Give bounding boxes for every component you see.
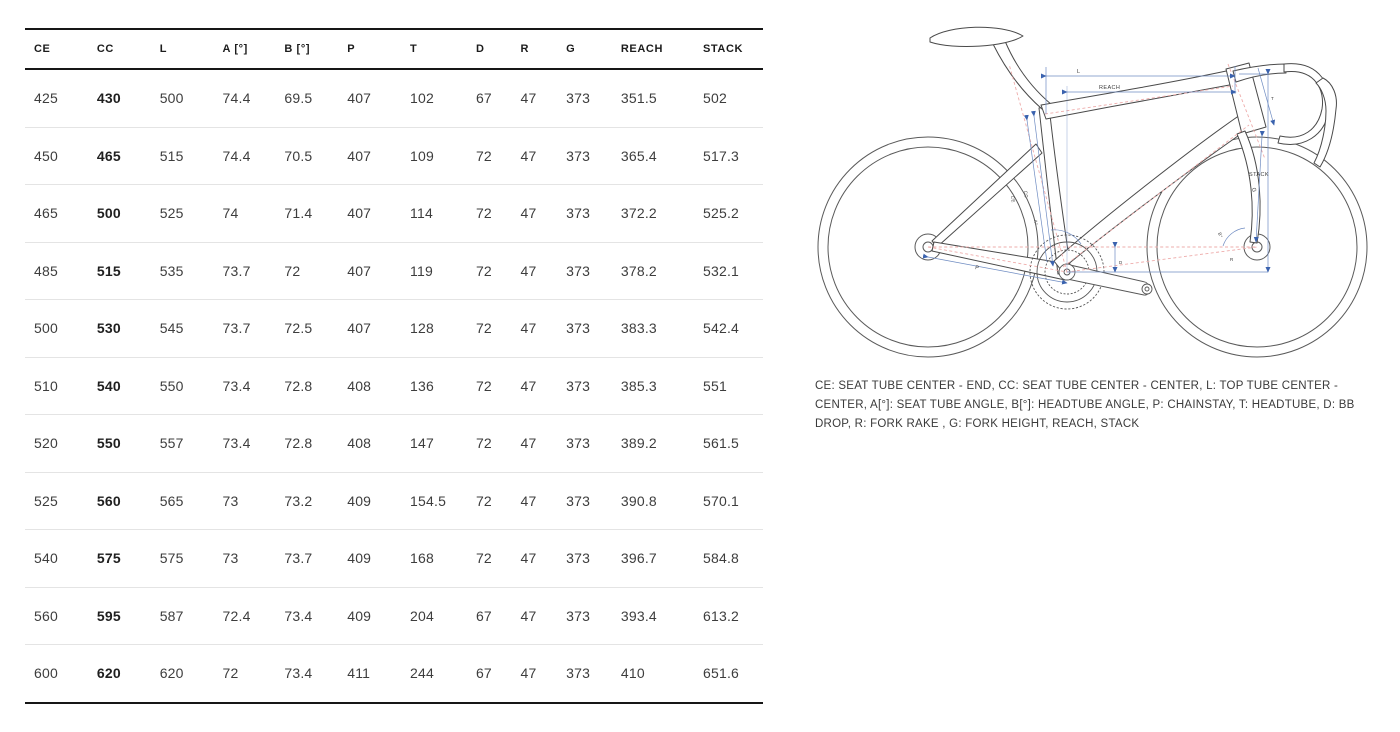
table-cell: 565 [151,472,214,530]
column-header: STACK [694,29,763,69]
top-tube [1041,70,1235,119]
label-d: D [1119,260,1123,265]
table-cell: 244 [410,665,435,682]
seatpost [993,41,1052,109]
table-cell: 74.4 [214,127,276,185]
table-row [25,185,763,243]
table-cell: 372.2 [612,185,694,243]
table-row [25,357,763,415]
table-cell: 561.5 [694,415,763,473]
saddle [930,27,1023,46]
column-header: L [151,29,214,69]
table-cell: 47 [512,242,558,300]
label-cc: CC [1023,190,1029,199]
table-cell: 47 [512,185,558,243]
label-p: P [974,265,980,272]
table-cell: 69.5 [275,69,338,127]
seat-tube [1039,106,1071,274]
table-cell: 373 [566,665,591,682]
table-cell: 373 [557,69,612,127]
table-cell: 408 [338,415,401,473]
table-row [25,69,763,127]
table-cell: 465 [88,127,151,185]
table-cell: 515 [88,242,151,300]
label-l: L [1077,69,1081,75]
table-cell: 525.2 [694,185,763,243]
column-header: T [401,29,467,69]
table-cell: 530 [88,300,151,358]
table-cell: 390.8 [612,472,694,530]
table-row [25,127,763,185]
column-header: G [557,29,612,69]
table-cell: 72.8 [275,415,338,473]
table-cell: 500 [88,185,151,243]
table-cell: 373 [557,587,612,645]
table-cell: 409 [338,530,401,588]
table-row [25,415,763,473]
table-cell: 74.4 [214,69,276,127]
table-cell: 373 [557,127,612,185]
table-cell: 47 [512,587,558,645]
table-cell: 71.4 [275,185,338,243]
table-cell: 485 [25,242,88,300]
column-header: CE [25,29,88,69]
table-cell: 72 [467,415,512,473]
table-cell: 535 [151,242,214,300]
table-cell: 47 [512,127,558,185]
table-cell: 540 [88,357,151,415]
table-row [25,645,763,703]
table-cell: 575 [151,530,214,588]
table-cell: 147 [401,415,467,473]
geometry-table-body [25,69,763,703]
geometry-table-header [25,29,763,69]
table-cell: 73.4 [214,415,276,473]
table-cell: 525 [151,185,214,243]
table-cell: 373 [557,300,612,358]
table-cell: 47 [512,300,558,358]
table-cell: 74 [214,185,276,243]
table-cell: 73 [214,530,276,588]
table-row [25,530,763,588]
bike-geometry-diagram [815,4,1397,370]
table-cell: 409 [338,472,401,530]
table-cell: 102 [401,69,467,127]
table-cell: 532.1 [694,242,763,300]
table-cell: 73.2 [275,472,338,530]
table-cell: 396.7 [612,530,694,588]
table-cell: 500 [25,300,88,358]
table-cell: 73 [214,472,276,530]
table-cell: 407 [338,127,401,185]
table-cell: 465 [25,185,88,243]
table-cell: 72 [467,357,512,415]
table-cell: 575 [88,530,151,588]
table-cell: 407 [338,242,401,300]
table-cell: 540 [25,530,88,588]
label-b: B° [1217,231,1224,239]
table-cell: 383.3 [612,300,694,358]
table-cell: 510 [25,357,88,415]
table-cell: 109 [401,127,467,185]
table-cell: 72 [467,185,512,243]
table-cell: 407 [338,185,401,243]
geometry-table [25,28,763,704]
table-cell: 502 [694,69,763,127]
table-cell: 73.7 [214,300,276,358]
column-header: B [°] [275,29,338,69]
table-row [25,300,763,358]
table-cell: 373 [557,242,612,300]
frame-outline [930,27,1336,280]
column-header: D [467,29,512,69]
table-cell: 72.4 [214,587,276,645]
table-cell: 67 [475,665,492,682]
table-cell: 73.4 [214,357,276,415]
table-cell: 410 [620,665,645,682]
table-cell: 73.7 [214,242,276,300]
label-reach: REACH [1099,85,1121,91]
table-cell: 373 [557,185,612,243]
table-cell: 47 [512,357,558,415]
table-cell: 542.4 [694,300,763,358]
table-cell: 525 [25,472,88,530]
table-cell: 72.5 [275,300,338,358]
table-cell: 72.8 [275,357,338,415]
table-cell: 613.2 [694,587,763,645]
table-cell: 128 [401,300,467,358]
table-cell: 47 [512,69,558,127]
table-cell: 550 [88,415,151,473]
label-g: G [1250,187,1257,193]
table-cell: 517.3 [694,127,763,185]
table-cell: 378.2 [612,242,694,300]
table-cell: 600 [34,665,58,682]
table-cell: 560 [88,472,151,530]
table-cell: 73.4 [275,587,338,645]
label-r: R [1230,257,1234,262]
column-header: CC [88,29,151,69]
header-row [25,29,763,69]
table-cell: 373 [557,530,612,588]
bike-drawing [815,4,1397,370]
column-header: A [°] [214,29,276,69]
table-cell: 47 [512,472,558,530]
table-cell: 373 [557,415,612,473]
label-ce: CE [1010,195,1016,204]
table-cell: 72 [275,242,338,300]
table-cell: 651.6 [702,665,740,682]
table-cell: 450 [25,127,88,185]
table-cell: 570.1 [694,472,763,530]
table-cell: 584.8 [694,530,763,588]
table-cell: 73.7 [275,530,338,588]
table-cell: 385.3 [612,357,694,415]
table-cell: 551 [694,357,763,415]
table-cell: 520 [25,415,88,473]
label-a: A° [1033,219,1039,226]
table-cell: 545 [151,300,214,358]
label-t: T [1271,96,1275,101]
column-header: REACH [612,29,694,69]
table-cell: 119 [401,242,467,300]
table-cell: 430 [88,69,151,127]
table-row [25,587,763,645]
table-cell: 408 [338,357,401,415]
column-header: R [512,29,558,69]
table-cell: 425 [25,69,88,127]
table-cell: 72 [467,472,512,530]
table-cell: 47 [512,530,558,588]
table-cell: 365.4 [612,127,694,185]
table-cell: 73.4 [284,665,313,682]
table-cell: 550 [151,357,214,415]
table-cell: 515 [151,127,214,185]
table-cell: 620 [96,665,121,682]
table-cell: 560 [25,587,88,645]
table-cell: 114 [401,185,467,243]
table-cell: 72 [467,300,512,358]
table-cell: 389.2 [612,415,694,473]
table-cell: 47 [520,665,537,682]
table-cell: 407 [338,300,401,358]
table-cell: 154.5 [401,472,467,530]
table-cell: 168 [401,530,467,588]
table-cell: 204 [401,587,467,645]
table-cell: 557 [151,415,214,473]
table-cell: 72 [467,127,512,185]
table-cell: 67 [467,587,512,645]
label-stack: STACK [1249,172,1269,178]
table-cell: 411 [347,665,371,682]
column-header: P [338,29,401,69]
table-cell: 47 [512,415,558,473]
table-cell: 70.5 [275,127,338,185]
table-cell: 351.5 [612,69,694,127]
table-cell: 500 [151,69,214,127]
table-cell: 595 [88,587,151,645]
handlebar-drop [1278,64,1330,145]
geometry-table-section [25,28,763,704]
table-row [25,472,763,530]
table-cell: 136 [401,357,467,415]
table-cell: 373 [557,472,612,530]
table-cell: 72 [467,242,512,300]
table-row [25,242,763,300]
table-cell: 393.4 [612,587,694,645]
table-cell: 409 [338,587,401,645]
table-cell: 587 [151,587,214,645]
table-cell: 373 [557,357,612,415]
table-cell: 620 [159,665,184,682]
table-cell: 407 [338,69,401,127]
table-cell: 72 [222,665,239,682]
table-cell: 67 [467,69,512,127]
table-cell: 72 [467,530,512,588]
geometry-legend-caption: CE: SEAT TUBE CENTER - END, CC: SEAT TUBE CENTER - CENTER, L: TOP TUBE CENTER - CENTER, A[°]: SEAT TUBE ANGLE, B[°]: HEADTUBE ANGLE, P: CHAINSTAY, T: HEADTUBE, D: BB DROP, R: FORK RAKE , G: FORK HEIGHT, REACH, STACK [815,380,1355,430]
